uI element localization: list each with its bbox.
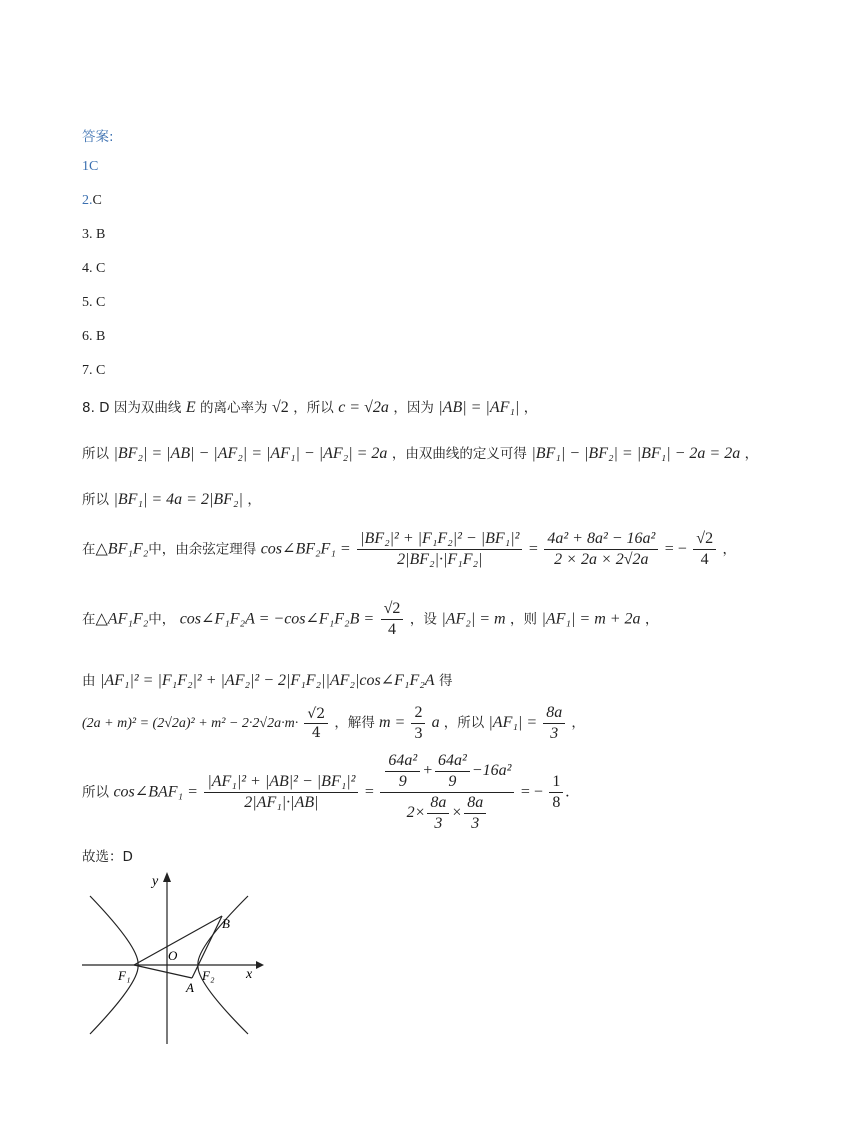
x-axis-arrow xyxy=(256,961,264,969)
times-term: 2× xyxy=(406,804,426,822)
plus-sign: + xyxy=(422,762,433,780)
fraction-denominator: 2 × 2a × 2√2a xyxy=(554,551,649,568)
text: 8. D 因为双曲线 xyxy=(82,400,182,416)
fraction-denominator: 4 xyxy=(311,725,321,741)
fraction-denominator: 8 xyxy=(552,794,561,811)
text: 在 xyxy=(82,541,96,558)
math-eq: c = √2a xyxy=(338,399,389,416)
answer-header: 答案: xyxy=(82,129,114,145)
text: 所以 xyxy=(82,492,109,508)
f2-label: F₂ xyxy=(202,968,215,983)
period: . xyxy=(565,783,570,801)
fraction-numerator: |AF₁|² + |AB|² − |BF₁|² xyxy=(204,773,358,793)
fraction-1 xyxy=(304,706,328,741)
inner-fraction xyxy=(435,752,470,791)
answer-item-5: 5. C xyxy=(82,295,106,310)
fraction-numerator: 1 xyxy=(549,773,563,793)
fraction-denominator: 2|AF₁|·|AB| xyxy=(244,794,319,811)
answer-item-3: 3. B xyxy=(82,227,106,242)
fraction-3 xyxy=(693,530,716,569)
minus-term: −16a² xyxy=(471,762,512,780)
fraction-denominator: 4 xyxy=(700,551,709,568)
math-m: m = xyxy=(378,714,406,731)
x-label: x xyxy=(246,967,253,982)
math-eq: |BF₁| − |BF₂| = |BF₁| − 2a = 2a xyxy=(531,445,741,462)
solution-line-6 xyxy=(82,669,453,690)
inner-fraction xyxy=(385,752,420,791)
answer-item-2 xyxy=(82,193,102,209)
fraction-1 xyxy=(204,773,358,812)
text: ，设 xyxy=(409,611,437,628)
fraction-denominator: 2|BF₂|·|F₁F₂| xyxy=(397,551,483,568)
solution-line-5 xyxy=(82,600,659,639)
fraction-1 xyxy=(381,600,404,639)
text: ， xyxy=(523,400,538,416)
text: ，因为 xyxy=(393,400,434,416)
solution-line-2 xyxy=(82,442,758,463)
y-label: y xyxy=(152,874,159,889)
text: 中， xyxy=(148,611,176,628)
fraction-numerator: 64a² xyxy=(385,752,420,772)
math-eq: |BF₂| = |AB| − |AF₂| = |AF₁| − |AF₂| = 2a xyxy=(113,445,388,462)
fraction-2 xyxy=(411,704,425,743)
math-eq: |AF₁| = m + 2a xyxy=(541,610,641,628)
text: ， xyxy=(722,541,737,558)
hyperbola-figure xyxy=(78,868,268,1048)
answer-item-4: 4. C xyxy=(82,261,106,276)
b-label: B xyxy=(222,916,230,931)
fraction-denominator: 3 xyxy=(434,815,443,832)
text: ，由双曲线的定义可得 xyxy=(391,446,527,462)
math-lhs: cos∠BF₂F₁ = xyxy=(260,540,351,558)
o-label: O xyxy=(168,948,178,963)
segment-f1-a xyxy=(134,965,192,978)
fraction-denominator: 9 xyxy=(448,773,457,790)
math-sqrt2: √2 xyxy=(272,399,289,416)
a-label: A xyxy=(186,980,194,995)
answer-item-2-text: 2. xyxy=(82,193,93,208)
math-lhs: cos∠F₁F₂A = −cos∠F₁F₂B = xyxy=(179,610,375,628)
solution-line-4: 在△BF₁F₂中，由余弦定理得 cos∠BF₂F₁ = $\frac{\text{|BF₂|² + |F₁F₂|² − |BF₁|²}}{\text{2|BF₂|·|F₁F₂|}}$ = $\frac{\text{4a² + 8a² − 16a²}}{2 \times 2a \times 2√2a}$ = − $\frac{√2}{4}$ ， xyxy=(82,530,737,568)
fraction-denominator: 4 xyxy=(388,621,397,638)
text: 的离心率为 xyxy=(200,400,268,416)
fraction-numerator: 8a xyxy=(543,704,565,724)
fraction-2 xyxy=(544,530,658,569)
math-lhs: cos∠BAF₁ = xyxy=(113,783,198,801)
text: ， xyxy=(571,715,585,731)
conclusion: 故选：D xyxy=(82,849,133,865)
math-E: E xyxy=(185,399,196,416)
text: 在 xyxy=(82,611,96,628)
math-eq: |AF₁| = xyxy=(488,714,538,731)
answer-item-7: 7. C xyxy=(82,363,106,378)
fraction-compound xyxy=(380,752,514,833)
text: 由 xyxy=(82,673,96,689)
fraction-1 xyxy=(357,530,522,569)
times-sign: × xyxy=(451,804,463,822)
answer-item-6: 6. B xyxy=(82,329,106,344)
solution-line-3 xyxy=(82,488,261,509)
fraction-numerator: 2 xyxy=(411,704,425,724)
fraction-denominator: 3 xyxy=(550,725,559,742)
fraction-numerator: √2 xyxy=(304,706,328,724)
text: 得 xyxy=(439,673,453,689)
text: ， xyxy=(744,446,759,462)
f1-label: F₁ xyxy=(118,968,131,983)
solution-line-8: 所以 cos∠BAF₁ = $\frac{\text{|AF₁|² + |AB|² − |BF₁|²}}{\text{2|AF₁|·|AB|}}$ = $\frac{\text{64a²}}{9}$ + $\frac{\text{64a²}}{9}$ −16a² 2× $\frac{8a}{3}$ × $\frac{8a}{3}$ = − $\frac{1}{8}$ . xyxy=(82,752,570,832)
text: ，所以 xyxy=(293,400,334,416)
fraction-denominator: 3 xyxy=(471,815,480,832)
fraction-3 xyxy=(543,704,565,743)
fraction-numerator xyxy=(380,752,514,793)
fraction-numerator: |BF₂|² + |F₁F₂|² − |BF₁|² xyxy=(357,530,522,550)
math-eq: |AB| = |AF₁| xyxy=(438,399,520,416)
text: ， xyxy=(645,611,659,628)
fraction-denominator xyxy=(404,793,492,833)
answer-item-2-letter: C xyxy=(92,193,102,208)
text: ，解得 xyxy=(334,715,375,731)
fraction-result xyxy=(549,773,563,812)
solution-line-7 xyxy=(82,704,585,743)
fraction-numerator: √2 xyxy=(693,530,716,550)
text: 所以 xyxy=(82,446,109,462)
math-tri: △BF₁F₂ xyxy=(95,540,149,558)
math-eq: |AF₁|² = |F₁F₂|² + |AF₂|² − 2|F₁F₂||AF₂|cos∠F₁F₂A xyxy=(99,672,435,689)
inner-fraction xyxy=(427,794,449,833)
fraction-numerator: 64a² xyxy=(435,752,470,772)
text: ，所以 xyxy=(443,715,485,731)
text: ， xyxy=(247,492,261,508)
math-eq: (2a + m)² = (2√2a)² + m² − 2·2√2a·m· xyxy=(82,716,299,731)
solution-line-1 xyxy=(82,396,537,417)
text: 所以 xyxy=(82,784,109,801)
answer-item-1: 1C xyxy=(82,159,99,174)
math-tri: △AF₁F₂ xyxy=(95,610,149,628)
fraction-numerator: 4a² + 8a² − 16a² xyxy=(544,530,658,550)
inner-fraction xyxy=(464,794,486,833)
y-axis-arrow xyxy=(163,872,171,882)
text: ，则 xyxy=(510,611,538,628)
equals-minus: = − xyxy=(520,783,543,801)
math-a: a xyxy=(431,714,440,731)
fraction-numerator: √2 xyxy=(381,600,404,620)
fraction-denominator: 9 xyxy=(398,773,407,790)
math-eq: |BF₁| = 4a = 2|BF₂| xyxy=(113,491,243,508)
fraction-numerator: 8a xyxy=(427,794,449,814)
text: 中，由余弦定理得 xyxy=(148,541,257,558)
fraction-denominator: 3 xyxy=(414,725,423,742)
fraction-numerator: 8a xyxy=(464,794,486,814)
math-eq: |AF₂| = m xyxy=(441,610,506,628)
